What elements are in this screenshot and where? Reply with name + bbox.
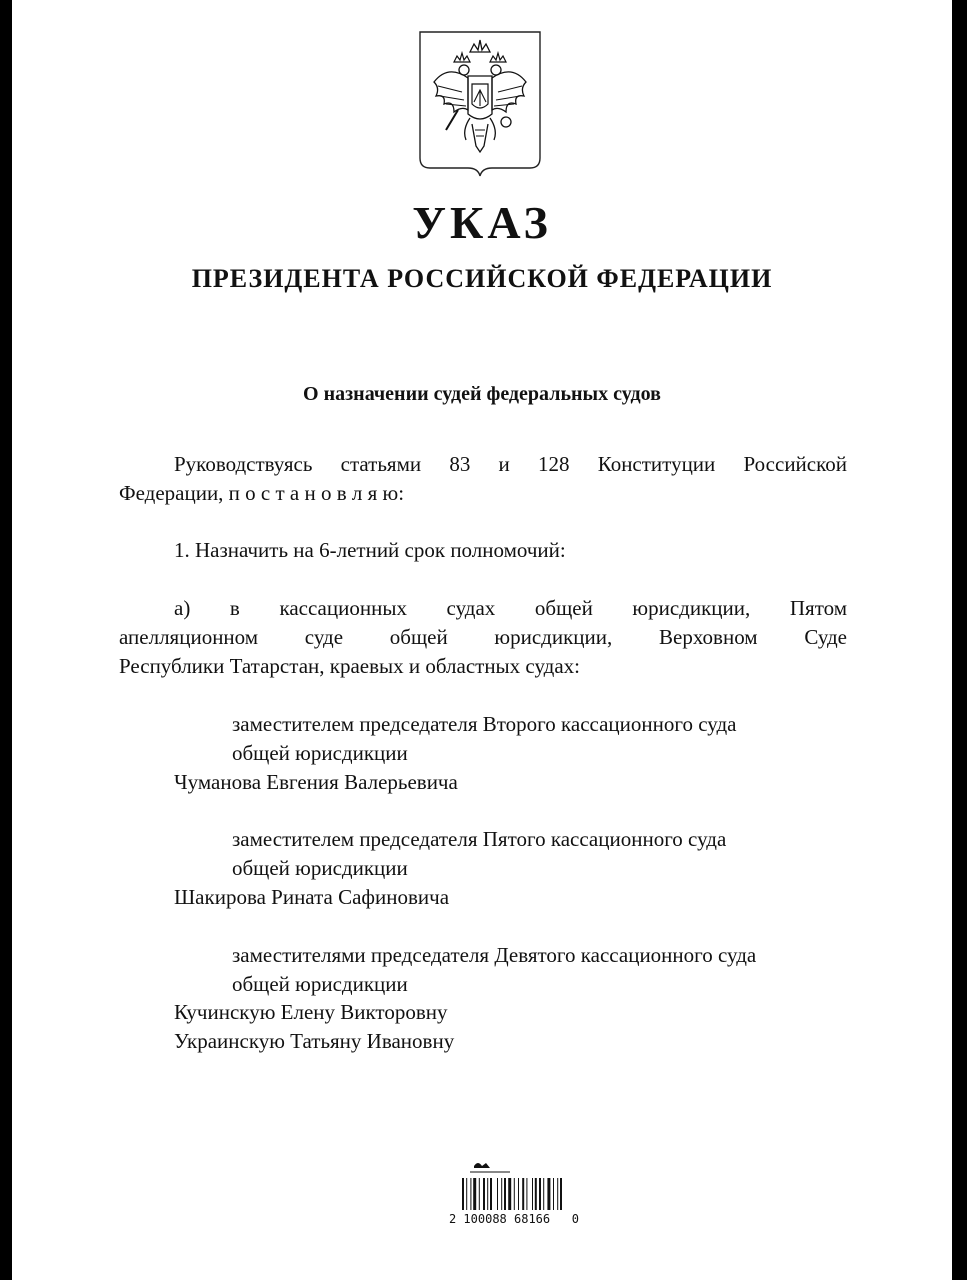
barcode-bars	[444, 1160, 584, 1212]
position-line: общей юрисдикции	[232, 741, 408, 765]
appointment-position	[232, 825, 832, 883]
item-1a-line: а) в кассационных судах общей юрисдикции, Пятом	[174, 596, 847, 620]
appointee-name: Чуманова Евгения Валерьевича	[174, 770, 458, 794]
appointee-name: Украинскую Татьяну Ивановну	[174, 1029, 455, 1053]
document-title: УКАЗ	[412, 197, 552, 248]
coat-of-arms-emblem	[418, 30, 542, 178]
position-line: заместителем председателя Пятого кассационного суда	[232, 827, 727, 851]
barcode	[444, 1160, 584, 1234]
item-1a-paragraph	[119, 594, 847, 681]
item-1-paragraph	[119, 536, 847, 565]
document-heading: О назначении судей федеральных судов	[303, 383, 661, 405]
appointee-name: Шакирова Рината Сафиновича	[174, 885, 450, 909]
document-page	[12, 0, 952, 1280]
item-1-text: 1. Назначить на 6-летний срок полномочий:	[174, 538, 566, 562]
position-line: заместителями председателя Девятого кассационного суда	[232, 943, 757, 967]
document-subtitle: ПРЕЗИДЕНТА РОССИЙСКОЙ ФЕДЕРАЦИИ	[191, 264, 773, 293]
appointment-position	[232, 710, 832, 768]
preamble-line: Руководствуясь статьями 83 и 128 Конституции Российской	[174, 452, 847, 476]
preamble-paragraph	[119, 450, 847, 508]
barcode-number: 2 100088 68166 0	[448, 1212, 580, 1226]
item-1a-line: апелляционном суде общей юрисдикции, Верховном Суде	[119, 625, 847, 649]
item-1a-line: Республики Татарстан, краевых и областных судах:	[119, 654, 580, 678]
appointee-name: Кучинскую Елену Викторовну	[174, 1000, 448, 1024]
preamble-line: Федерации, п о с т а н о в л я ю:	[119, 481, 405, 505]
appointment-position	[232, 941, 832, 999]
position-line: общей юрисдикции	[232, 856, 408, 880]
position-line: заместителем председателя Второго кассационного суда	[232, 712, 737, 736]
position-line: общей юрисдикции	[232, 972, 408, 996]
